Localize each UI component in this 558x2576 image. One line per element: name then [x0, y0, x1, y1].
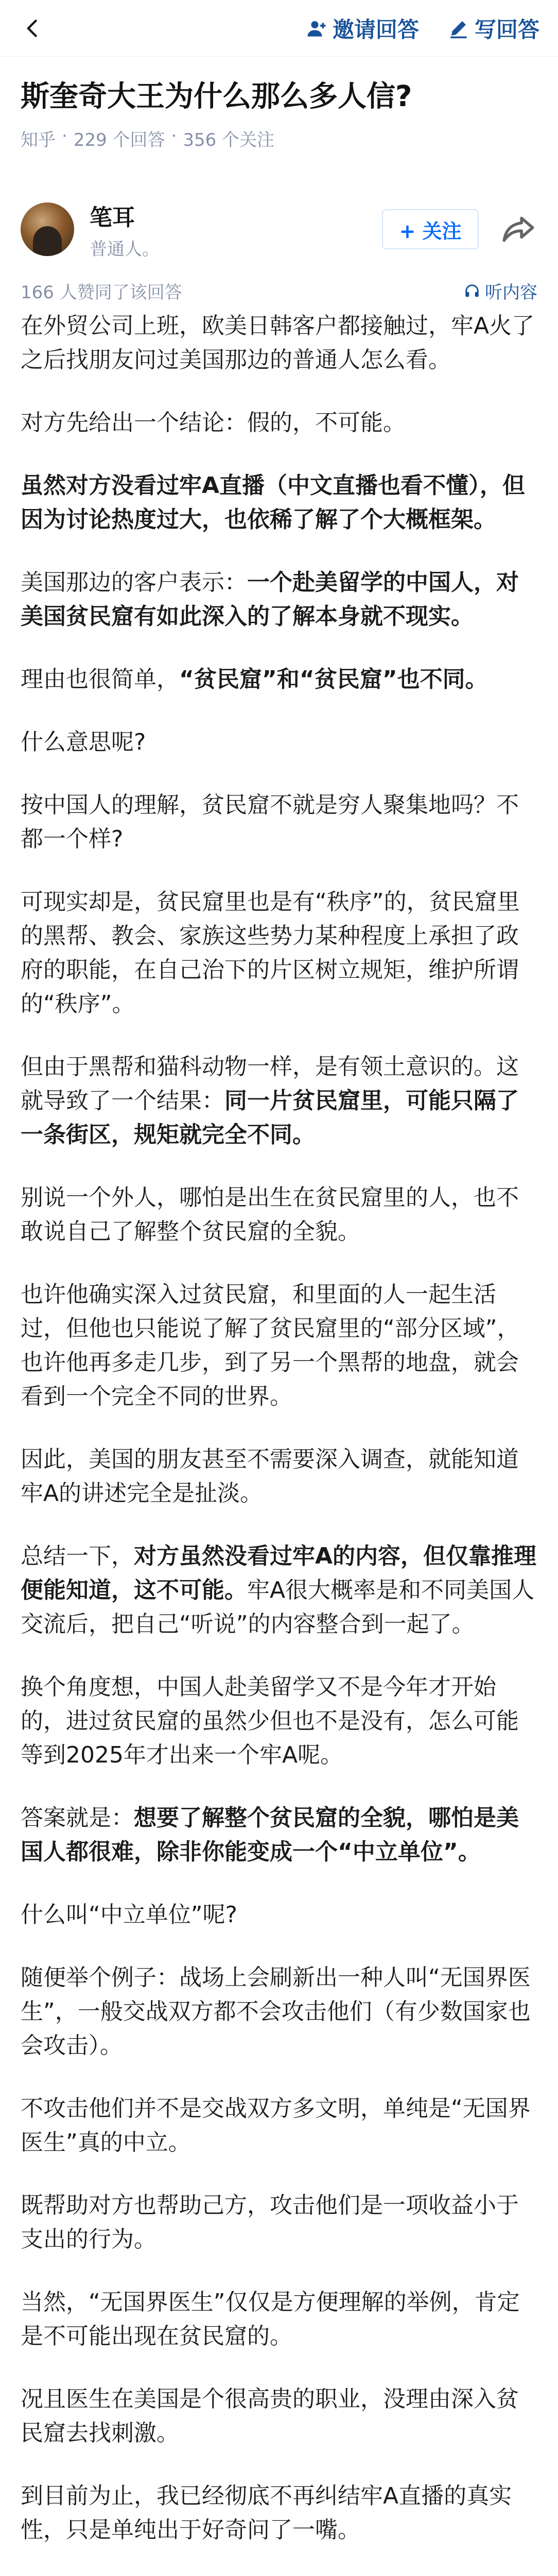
answer-paragraph	[21, 2479, 537, 2547]
text-run: 随便举个例子：战场上会刷新出一种人叫“无国界医生”，一般交战双方都不会攻击他们（有少数国家也会攻击）。	[21, 1964, 531, 2059]
answer-paragraph	[21, 788, 537, 856]
text-run: 当然，“无国界医生”仅仅是方便理解的举例，肯定是不可能出现在贫民窟的。	[21, 2289, 520, 2349]
author-info	[90, 199, 160, 260]
bold-text: 一个赴美留学的中国人，对美国贫民窟有如此深入的了解本身就不现实。	[21, 569, 519, 630]
invite-icon	[306, 18, 327, 39]
text-run: 答案就是：	[21, 1805, 134, 1831]
headphone-icon	[463, 282, 481, 300]
answer-paragraph	[21, 1898, 537, 1932]
answer-paragraph	[21, 1050, 537, 1152]
write-label: 写回答	[474, 16, 539, 42]
write-answer-button[interactable]	[448, 13, 539, 44]
bold-text: 对方虽然没看过牢A的内容，但仅靠推理便能知道，这不可能。	[21, 1543, 537, 1603]
question-header	[21, 77, 537, 151]
text-run: 在外贸公司上班，欧美日韩客户都接触过，牢A火了之后找朋友问过美国那边的普通人怎么看。	[21, 313, 535, 373]
answer-paragraph	[21, 725, 537, 759]
bold-text: 同一片贫民窟里，可能只隔了一条街区，规矩就完全不同。	[21, 1088, 519, 1148]
text-run: 可现实却是，贫民窟里也是有“秩序”的，贫民窟里的黑帮、教会、家族这些势力某种程度上承担了政府的职能，在自己治下的片区树立规矩，维护所谓的“秩序”。	[21, 889, 520, 1017]
text-run: 什么叫“中立单位”呢?	[21, 1902, 237, 1928]
answer-paragraph	[21, 1961, 537, 2063]
answer-paragraph	[21, 1801, 537, 1869]
answer-paragraph	[21, 1539, 537, 1641]
answer-paragraph	[21, 885, 537, 1021]
text-run: 既帮助对方也帮助己方，攻击他们是一项收益小于支出的行为。	[21, 2192, 519, 2252]
text-run: 到目前为止，我已经彻底不再纠结牢A直播的真实性，只是单纯出于好奇问了一嘴。	[21, 2483, 512, 2543]
answer-paragraph	[21, 406, 537, 440]
text-run: 别说一个外人，哪怕是出生在贫民窟里的人，也不敢说自己了解整个贫民窟的全貌。	[21, 1184, 519, 1245]
question-title[interactable]: 斯奎奇大王为什么那么多人信?	[21, 80, 412, 113]
text-run: 总结一下，	[21, 1543, 134, 1569]
answer-count[interactable]: 229 个回答	[73, 130, 165, 150]
follow-button[interactable]: + 关注	[382, 209, 479, 249]
answer-paragraph	[21, 1181, 537, 1249]
bold-text: 虽然对方没看过牢A直播（中文直播也看不懂），但因为讨论热度过大，也依稀了解了个大概框架。	[21, 472, 526, 533]
listen-label: 听内容	[485, 282, 537, 303]
upvote-count: 166 人赞同了该回答	[21, 282, 182, 303]
answer-paragraph	[21, 2382, 537, 2450]
share-icon[interactable]	[499, 210, 537, 248]
pen-icon	[448, 18, 469, 39]
text-run: 换个角度想，中国人赴美留学又不是今年才开始的，进过贫民窟的虽然少但也不是没有，怎么可能等到2025年才出来一个牢A呢。	[21, 1674, 519, 1768]
answer-paragraph	[21, 663, 537, 697]
text-run: 什么意思呢?	[21, 729, 146, 755]
answer-content	[21, 309, 537, 2576]
text-run: 美国那边的客户表示：	[21, 569, 247, 596]
answer-stats	[21, 278, 537, 303]
text-run: 理由也很简单，	[21, 666, 179, 692]
answer-paragraph	[21, 2189, 537, 2257]
top-nav-bar	[0, 0, 558, 57]
answer-paragraph	[21, 566, 537, 634]
text-run: 牢A很大概率是和不同美国人交流后，把自己“听说”的内容整合到一起了。	[21, 1577, 535, 1637]
text-run: 不攻击他们并不是交战双方多文明，单纯是“无国界医生”真的中立。	[21, 2095, 531, 2156]
answer-paragraph	[21, 2092, 537, 2160]
text-run: 况且医生在美国是个很高贵的职业，没理由深入贫民窟去找刺激。	[21, 2386, 519, 2446]
answer-paragraph	[21, 1443, 537, 1511]
author-desc: 普通人。	[90, 239, 160, 260]
author-row	[21, 198, 537, 260]
follower-count: 356 个关注	[183, 130, 275, 150]
bold-text: 想要了解整个贫民窟的全貌，哪怕是美国人都很难，除非你能变成一个“中立单位”。	[21, 1805, 519, 1865]
invite-label: 邀请回答	[332, 16, 419, 42]
text-run: 但由于黑帮和猫科动物一样，是有领土意识的。这就导致了一个结果：	[21, 1054, 519, 1114]
source-label: 知乎	[21, 130, 56, 150]
answer-paragraph	[21, 1670, 537, 1772]
answer-paragraph	[21, 469, 537, 537]
answer-paragraph	[21, 1278, 537, 1414]
text-run: 对方先给出一个结论：假的，不可能。	[21, 410, 406, 436]
question-meta: 知乎 · 229 个回答 · 356 个关注	[21, 126, 275, 150]
answer-paragraph	[21, 2285, 537, 2353]
answer-paragraph	[21, 309, 537, 377]
author-name[interactable]: 笔耳	[90, 204, 135, 231]
text-run: 也许他确实深入过贫民窟，和里面的人一起生活过，但他也只能说了解了贫民窟里的“部分区域”，也许他再多走几步，到了另一个黑帮的地盘，就会看到一个完全不同的世界。	[21, 1281, 520, 1410]
back-button[interactable]	[19, 14, 47, 43]
text-run: 按中国人的理解，贫民窟不就是穷人聚集地吗？不都一个样?	[21, 792, 519, 852]
text-run: 因此，美国的朋友甚至不需要深入调查，就能知道牢A的讲述完全是扯淡。	[21, 1446, 519, 1506]
bold-text: “贫民窟”和“贫民窟”也不同。	[179, 666, 488, 692]
back-arrow-icon	[22, 17, 44, 40]
invite-answer-button[interactable]	[306, 13, 419, 44]
author-avatar[interactable]	[21, 202, 74, 256]
listen-button[interactable]	[463, 278, 537, 303]
